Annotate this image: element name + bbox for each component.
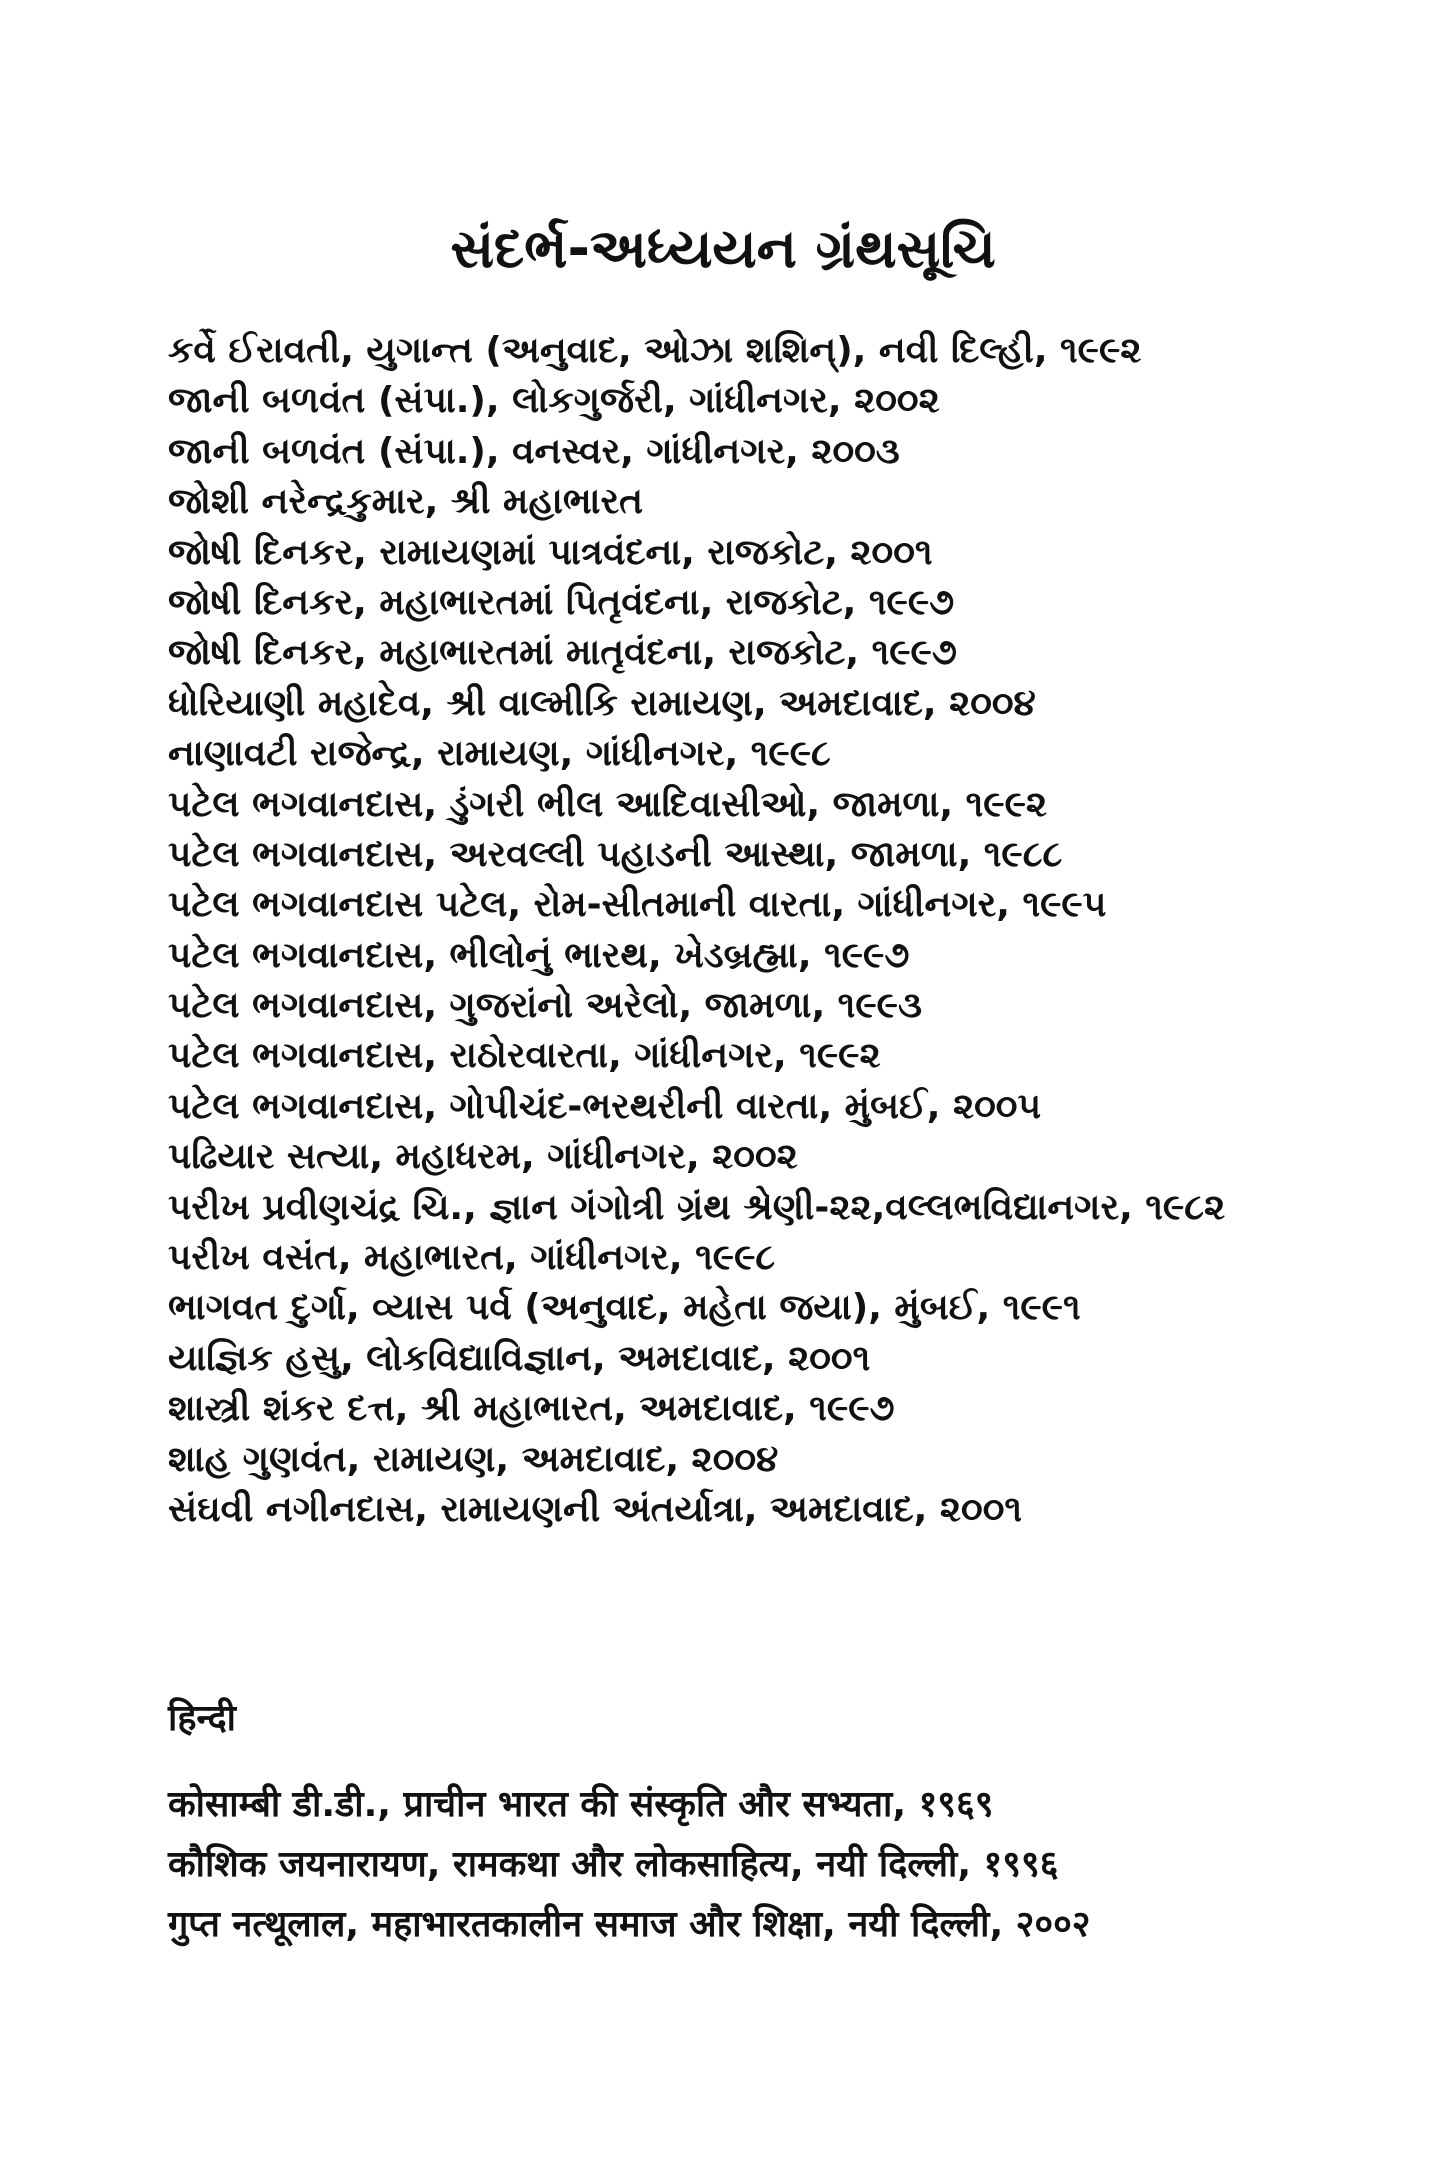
hindi-section-heading: हिन्दी [168,1698,237,1739]
list-item: શાસ્ત્રી શંકર દત્ત, શ્રી મહાભારત, અમદાવાદ, ૧૯૯૭ [168,1388,895,1430]
list-item: कौशिक जयनारायण, रामकथा और लोकसाहित्य, नयी दिल्ली, १९९६ [168,1844,1059,1885]
list-item: गुप्त नत्थूलाल, महाभारतकालीन समाज और शिक्षा, नयी दिल्ली, २००२ [168,1904,1091,1945]
list-item: પટેલ ભગવાનદાસ, રાઠોરવારતા, ગાંધીનગર, ૧૯૯૨ [168,1035,881,1077]
list-item: શાહ ગુણવંત, રામાયણ, અમદાવાદ, ૨૦૦૪ [168,1438,779,1480]
list-item: પટેલ ભગવાનદાસ, ગોપીચંદ-ભરથરીની વારતા, મુંબઈ, ૨૦૦૫ [168,1085,1042,1127]
page-title: સંદર્ભ-અધ્યયન ગ્રંથસૂચિ [450,217,996,280]
list-item: જોષી દિનકર, મહાભારતમાં માતૃવંદના, રાજકોટ, ૧૯૯૭ [168,632,957,674]
list-item: પરીખ વસંત, મહાભારત, ગાંધીનગર, ૧૯૯૮ [168,1237,776,1279]
list-item: પઢિયાર સત્યા, મહાધરમ, ગાંધીનગર, ૨૦૦૨ [168,1136,798,1178]
list-item: પટેલ ભગવાનદાસ, ડુંગરી ભીલ આદિવાસીઓ, જામળા, ૧૯૯૨ [168,783,1048,825]
list-item: જોષી દિનકર, રામાયણમાં પાત્રવંદના, રાજકોટ, ૨૦૦૧ [168,531,933,573]
list-item: જોશી નરેન્દ્રકુમાર, શ્રી મહાભારત [168,481,643,523]
list-item: નાણાવટી રાજેન્દ્ર, રામાયણ, ગાંધીનગર, ૧૯૯૮ [168,733,831,775]
list-item: પટેલ ભગવાનદાસ, અરવલ્લી પહાડની આસ્થા, જામળા, ૧૯૮૮ [168,833,1063,875]
list-item: कोसाम्बी डी.डी., प्राचीन भारत की संस्कृति और सभ्यता, १९६९ [168,1784,994,1825]
hindi-bibliography-list [168,1775,1358,1955]
list-item: જોષી દિનકર, મહાભારતમાં પિતૃવંદના, રાજકોટ, ૧૯૯૭ [168,581,955,623]
list-item: યાજ્ઞિક હસુ, લોકવિદ્યાવિજ્ઞાન, અમદાવાદ, ૨૦૦૧ [168,1337,871,1379]
list-item: જાની બળવંત (સંપા.), વનસ્વર, ગાંધીનગર, ૨૦૦૩ [168,430,900,472]
list-item: કર્વે ઈરાવતી, યુગાન્ત (અનુવાદ, ઓઝા શશિન્), નવી દિલ્હી, ૧૯૯૨ [168,330,1142,371]
list-item: પરીખ પ્રવીણચંદ્ર ચિ., જ્ઞાન ગંગોત્રી ગ્રંથ શ્રેણી-૨૨,વલ્લભવિદ્યાનગર, ૧૯૮૨ [168,1186,1226,1228]
list-item: પટેલ ભગવાનદાસ, ભીલોનું ભારથ, ખેડબ્રહ્મા, ૧૯૯૭ [168,934,910,976]
list-item: પટેલ ભગવાનદાસ પટેલ, રોમ-સીતમાની વારતા, ગાંધીનગર, ૧૯૯૫ [168,884,1107,926]
list-item: જાની બળવંત (સંપા.), લોકગુર્જરી, ગાંધીનગર, ૨૦૦૨ [168,380,940,422]
gujarati-bibliography-list [168,326,1358,1535]
list-item: સંઘવી નગીનદાસ, રામાયણની અંતર્યાત્રા, અમદાવાદ, ૨૦૦૧ [168,1488,1023,1530]
list-item: ધોરિયાણી મહાદેવ, શ્રી વાલ્મીકિ રામાયણ, અમદાવાદ, ૨૦૦૪ [168,682,1036,724]
list-item: ભાગવત દુર્ગા, વ્યાસ પર્વ (અનુવાદ, મહેતા જયા), મુંબઈ, ૧૯૯૧ [168,1287,1081,1329]
list-item: પટેલ ભગવાનદાસ, ગુજરાંનો અરેલો, જામળા, ૧૯૯૩ [168,985,922,1027]
